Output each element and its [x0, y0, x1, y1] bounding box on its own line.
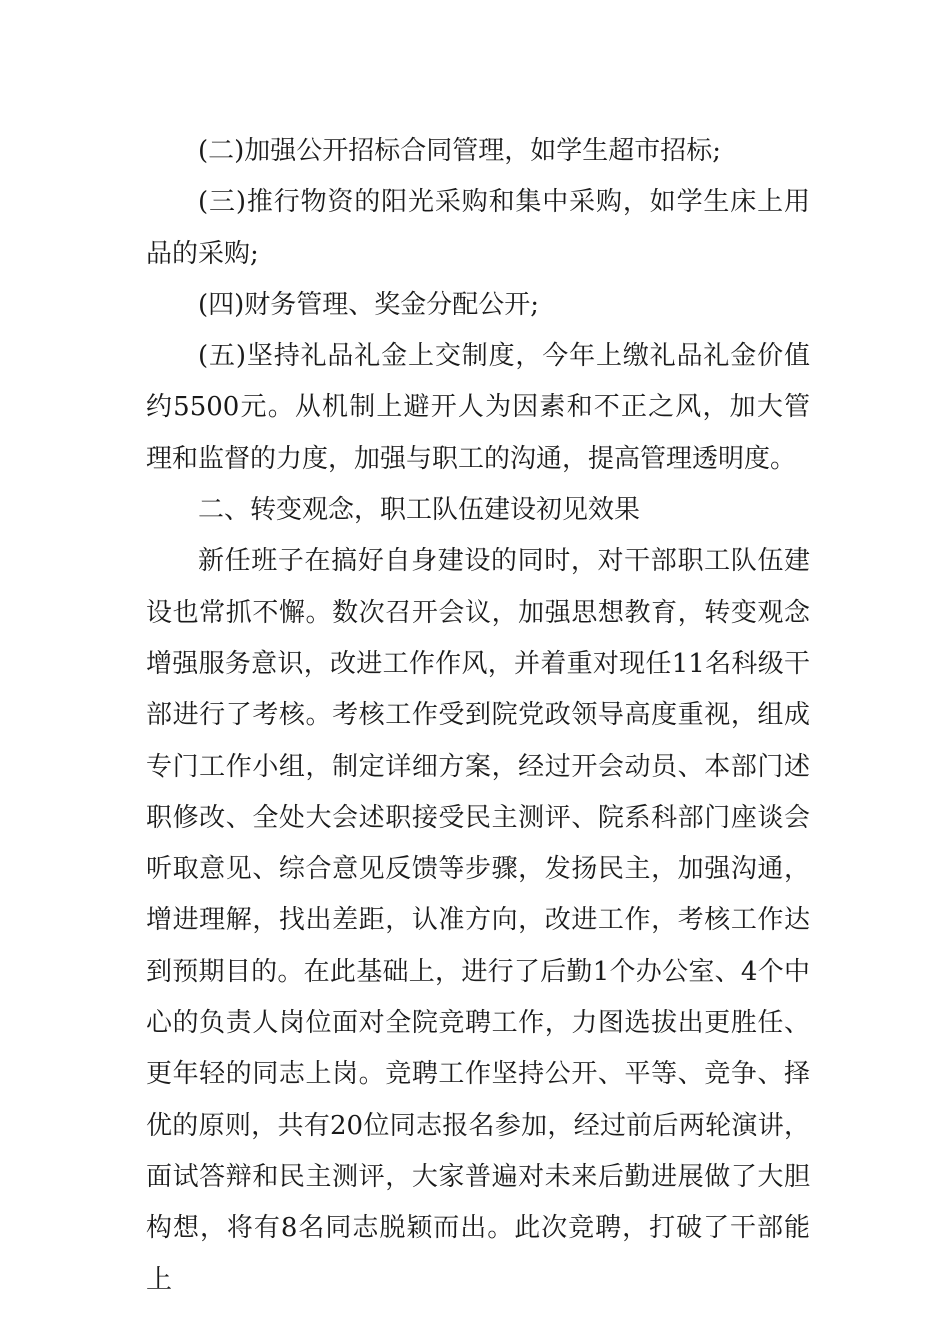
section-heading: 二、转变观念，职工队伍建设初见效果: [198, 495, 641, 526]
paragraph-procurement-contract: (二)加强公开招标合同管理，如学生超市招标;: [198, 136, 722, 166]
document-body: [146, 126, 810, 1306]
paragraph-staff-building: 新任班子在搞好自身建设的同时，对干部职工队伍建设也常抓不懈。数次召开会议，加强思想教育，转变观念增强服务意识，改进工作作风，并着重对现任11名科级干部进行了考核。考核工作受到院党政领导高度重视，组成专门工作小组，制定详细方案，经过开会动员、本部门述职修改、全处大会述职接受民主测评、院系科部门座谈会听取意见、综合意见反馈等步骤，发扬民主，加强沟通，增进理解，找出差距，认准方向，改进工作，考核工作达到预期目的。在此基础上，进行了后勤1个办公室、4个中心的负责人岗位面对全院竞聘工作，力图选拔出更胜任、更年轻的同志上岗。竞聘工作坚持公开、平等、竞争、择优的原则，共有20位同志报名参加，经过前后两轮演讲，面试答辩和民主测评，大家普遍对未来后勤进展做了大胆构想，将有8名同志脱颖而出。此次竞聘，打破了干部能上: [146, 546, 810, 1295]
paragraph-sunshine-procurement: (三)推行物资的阳光采购和集中采购，如学生床上用品的采购;: [146, 187, 810, 269]
paragraph-finance-disclosure: (四)财务管理、奖金分配公开;: [198, 289, 540, 320]
paragraph-gift-policy: (五)坚持礼品礼金上交制度，今年上缴礼品礼金价值约5500元。从机制上避开人为因素和不正之风，加大管理和监督的力度，加强与职工的沟通，提高管理透明度。: [146, 341, 810, 474]
